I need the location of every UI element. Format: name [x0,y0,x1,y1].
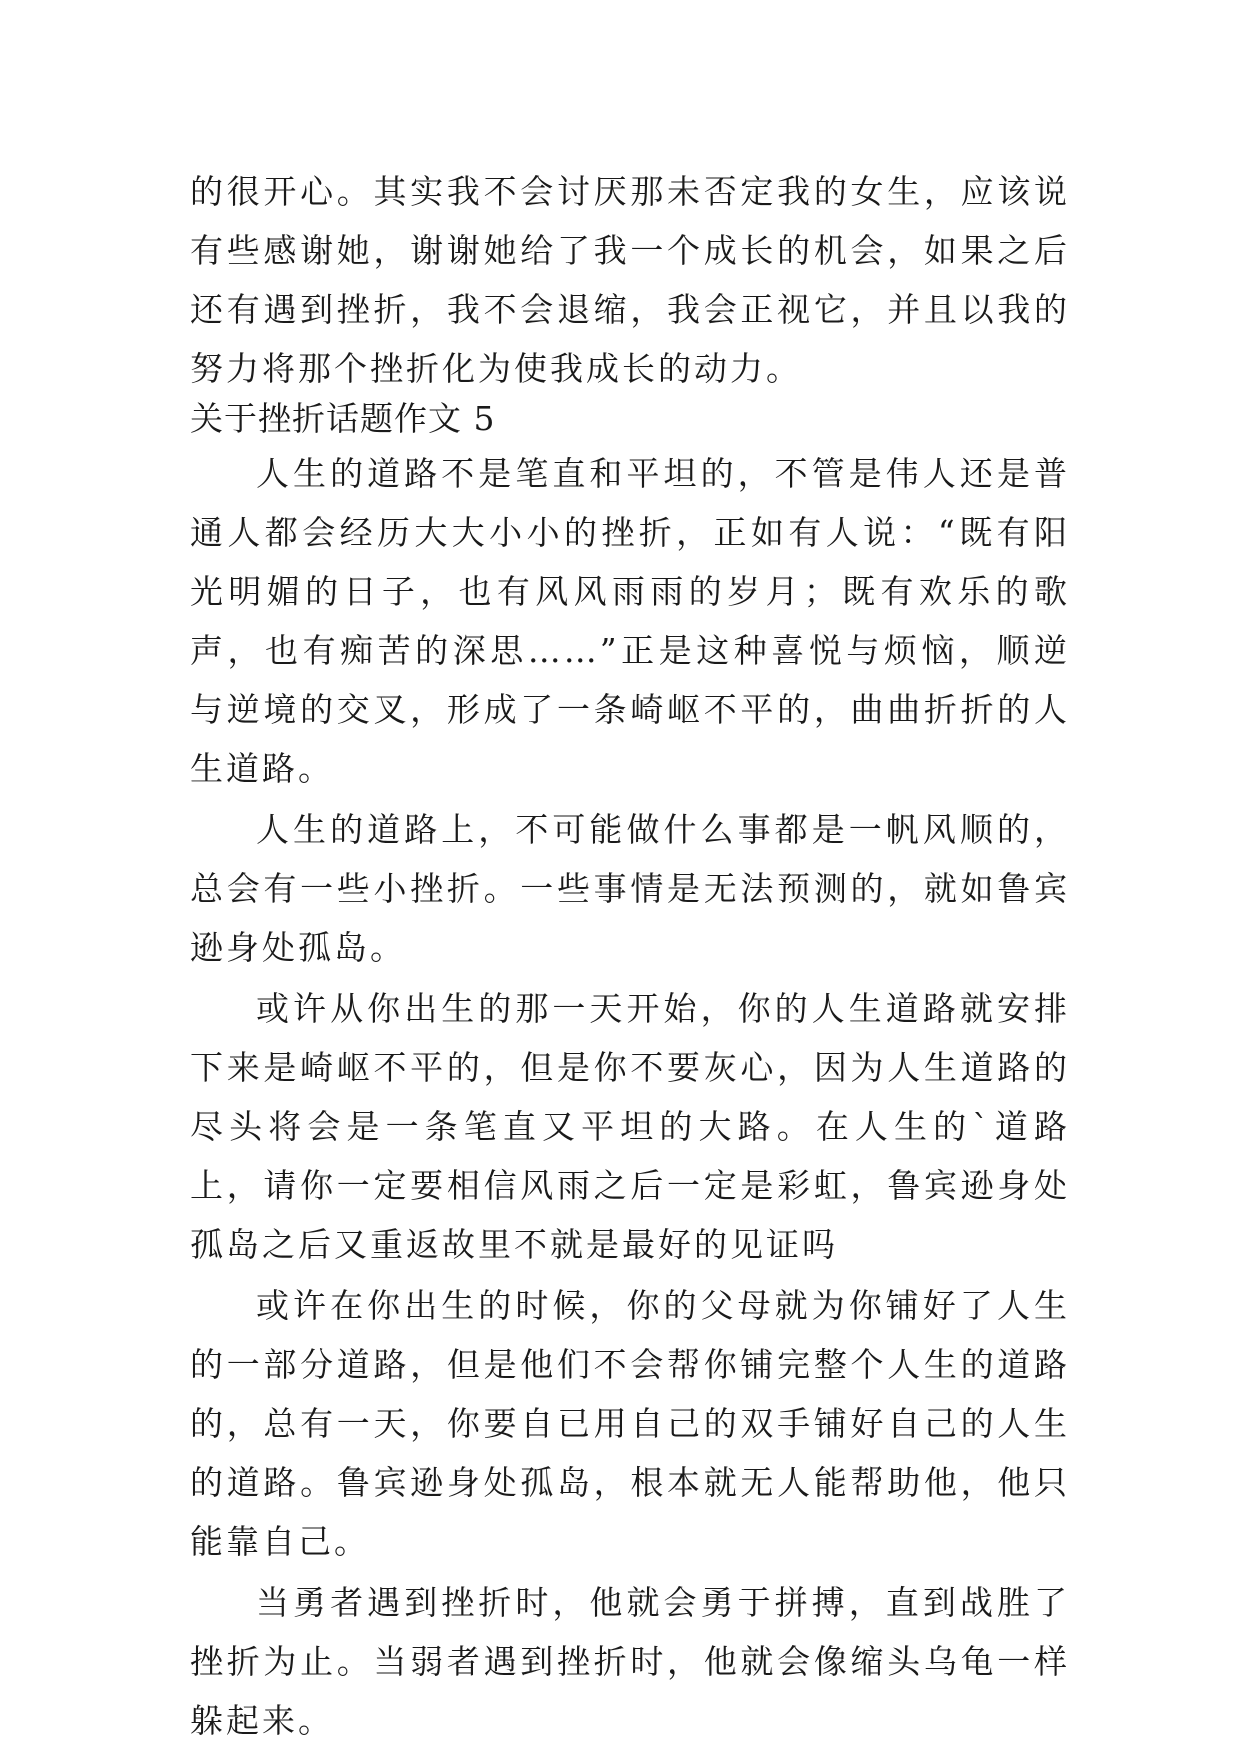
paragraph-2: 人生的道路上，不可能做什么事都是一帆风顺的，总会有一些小挫折。一些事情是无法预测的，就如鲁宾逊身处孤岛。 [190,810,1070,967]
section-title: 关于挫折话题作文 5 [190,399,496,438]
continued-paragraph: 的很开心。其实我不会讨厌那未否定我的女生，应该说有些感谢她，谢谢她给了我一个成长的机会，如果之后还有遇到挫折，我不会退缩，我会正视它，并且以我的努力将那个挫折化为使我成长的动力。 [190,172,1070,388]
paragraph-5: 当勇者遇到挫折时，他就会勇于拼搏，直到战胜了挫折为止。当弱者遇到挫折时，他就会像缩头乌龟一样躲起来。 [190,1583,1070,1740]
paragraph-1: 人生的道路不是笔直和平坦的，不管是伟人还是普通人都会经历大大小小的挫折，正如有人说：“既有阳光明媚的日子，也有风风雨雨的岁月；既有欢乐的歌声，也有痴苦的深思……”正是这种喜悦与烦恼，顺逆与逆境的交叉，形成了一条崎岖不平的，曲曲折折的人生道路。 [190,454,1070,788]
paragraph-4: 或许在你出生的时候，你的父母就为你铺好了人生的一部分道路，但是他们不会帮你铺完整个人生的道路的，总有一天，你要自已用自己的双手铺好自己的人生的道路。鲁宾逊身处孤岛，根本就无人能帮助他，他只能靠自己。 [190,1286,1070,1561]
paragraph-3: 或许从你出生的那一天开始，你的人生道路就安排下来是崎岖不平的，但是你不要灰心，因为人生道路的尽头将会是一条笔直又平坦的大路。在人生的`道路上，请你一定要相信风雨之后一定是彩虹，鲁宾逊身处孤岛之后又重返故里不就是最好的见证吗 [190,989,1070,1264]
document-body [190,162,1070,1750]
